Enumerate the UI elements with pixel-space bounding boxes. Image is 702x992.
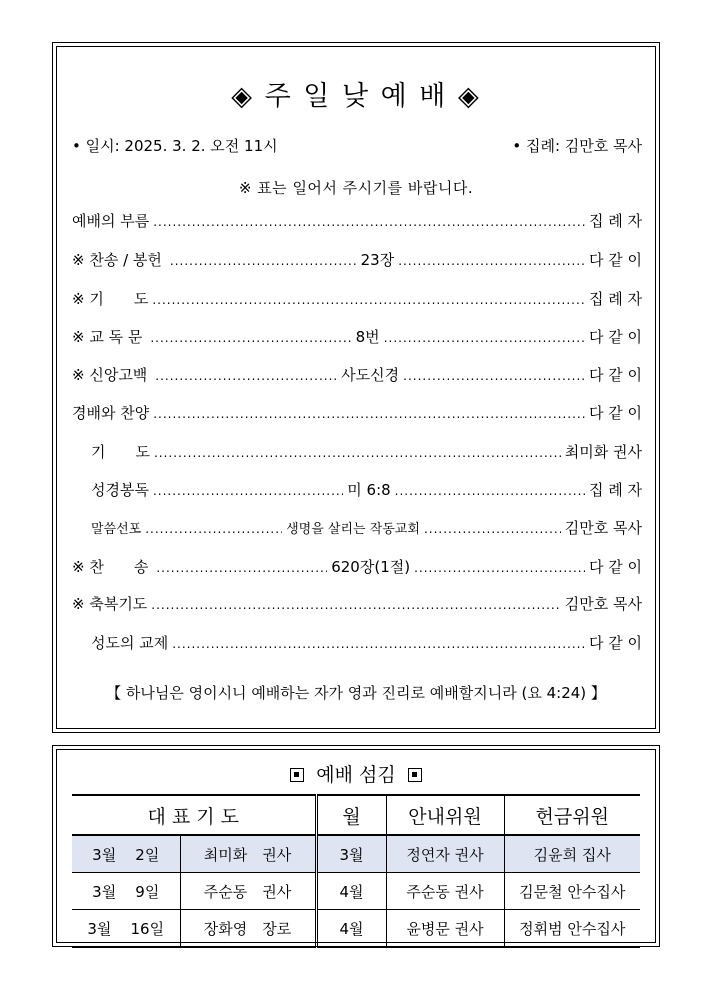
leader-dots xyxy=(395,481,585,499)
header-month: 월 xyxy=(316,795,386,835)
leader-dots xyxy=(172,634,585,652)
order-item-label: 성도의 교제 xyxy=(91,634,169,652)
service-date: • 일시: 2025. 3. 2. 오전 11시 xyxy=(72,137,278,155)
order-item-leader: 집 례 자 xyxy=(588,481,642,499)
order-item-label: ※ 찬송 / 봉헌 xyxy=(72,251,162,269)
order-item-benediction xyxy=(72,593,642,615)
leader-dots xyxy=(424,519,561,537)
leader-dots xyxy=(152,290,585,308)
order-item-detail: 생명을 살리는 작동교회 xyxy=(286,522,420,537)
table-row xyxy=(72,910,640,948)
order-item-prayer-2 xyxy=(91,441,642,463)
prayer-date: 3월 9일 xyxy=(72,873,180,910)
order-item-sermon xyxy=(91,517,642,539)
prayer-date: 3월 2일 xyxy=(72,835,180,873)
order-item-leader: 다 같 이 xyxy=(588,328,642,346)
header-offering: 헌금위원 xyxy=(504,795,640,835)
offering-person: 정휘범 안수집사 xyxy=(504,910,640,948)
service-title: ◈ 주 일 낮 예 배 ◈ xyxy=(231,81,481,112)
leader-dots xyxy=(170,251,357,269)
order-item-leader: 최미화 권사 xyxy=(564,443,642,461)
order-item-leader: 다 같 이 xyxy=(588,366,642,384)
leader-dots xyxy=(151,595,560,613)
order-item-leader: 다 같 이 xyxy=(588,634,642,652)
leader-dots xyxy=(154,443,561,461)
standing-notice: ※ 표는 일어서 주시기를 바랍니다. xyxy=(238,179,474,197)
leader-dots xyxy=(150,328,351,346)
order-item-label: 예배의 부름 xyxy=(72,212,150,230)
prayer-date: 3월 16일 xyxy=(72,910,180,948)
order-item-label: 말씀선포 xyxy=(91,522,142,537)
order-item-leader: 집 례 자 xyxy=(588,290,642,308)
order-item-leader: 다 같 이 xyxy=(588,251,642,269)
leader-dots xyxy=(153,212,585,230)
order-item-label: ※ 신앙고백 xyxy=(72,366,148,384)
offering-person: 김문철 안수집사 xyxy=(504,873,640,910)
order-item-leader: 집 례 자 xyxy=(588,212,642,230)
usher-person: 윤병문 권사 xyxy=(386,910,504,948)
order-item-hymn-2 xyxy=(72,556,642,578)
leader-dots xyxy=(153,481,343,499)
order-item-hymn-offering xyxy=(72,249,642,271)
duty-title xyxy=(56,760,656,787)
header-usher: 안내위원 xyxy=(386,795,504,835)
order-item-label: ※ 교 독 문 xyxy=(72,328,143,346)
header-prayer: 대 표 기 도 xyxy=(72,795,316,835)
leader-dots xyxy=(156,558,327,576)
leader-dots xyxy=(414,558,585,576)
usher-month: 4월 xyxy=(316,873,386,910)
leader-dots xyxy=(155,366,337,384)
square-bullet-icon xyxy=(408,768,422,782)
duty-table xyxy=(72,794,640,948)
order-item-detail: 미 6:8 xyxy=(347,481,391,499)
order-item-label: 기 도 xyxy=(91,443,150,461)
order-item-detail: 620장(1절) xyxy=(331,558,411,576)
square-bullet-icon xyxy=(290,768,304,782)
scripture-verse: 【 하나님은 영이시니 예배하는 자가 영과 진리로 예배할지니라 (요 4:24) 】 xyxy=(106,684,606,702)
order-item-praise xyxy=(72,402,642,424)
order-item-label: ※ 축복기도 xyxy=(72,595,148,613)
order-item-label: ※ 찬 송 xyxy=(72,558,149,576)
order-item-label: 성경봉독 xyxy=(91,481,149,499)
service-leader: • 집례: 김만호 목사 xyxy=(512,137,642,155)
usher-month: 4월 xyxy=(316,910,386,948)
usher-person: 주순동 권사 xyxy=(386,873,504,910)
order-item-leader: 다 같 이 xyxy=(588,404,642,422)
table-row xyxy=(72,835,640,873)
leader-dots xyxy=(403,366,585,384)
order-item-creed xyxy=(72,364,642,386)
prayer-person: 최미화 권사 xyxy=(180,835,316,873)
prayer-person: 주순동 권사 xyxy=(180,873,316,910)
usher-person: 정연자 권사 xyxy=(386,835,504,873)
order-item-fellowship xyxy=(91,632,642,654)
leader-dots xyxy=(384,328,585,346)
order-item-responsive-reading xyxy=(72,326,642,348)
prayer-person: 장화영 장로 xyxy=(180,910,316,948)
order-item-detail: 사도신경 xyxy=(341,366,400,384)
order-item-label: ※ 기 도 xyxy=(72,290,149,308)
order-item-detail: 23장 xyxy=(360,251,395,269)
order-item-label: 경배와 찬양 xyxy=(72,404,150,422)
duty-title-text: 예배 섬김 xyxy=(316,764,396,786)
table-row xyxy=(72,873,640,910)
order-item-leader: 김만호 목사 xyxy=(564,595,642,613)
usher-month: 3월 xyxy=(316,835,386,873)
order-item-prayer xyxy=(72,288,642,310)
duty-table-header xyxy=(72,795,640,835)
order-item-leader: 다 같 이 xyxy=(588,558,642,576)
order-item-leader: 김만호 목사 xyxy=(564,519,642,537)
order-item-call-to-worship xyxy=(72,210,642,232)
leader-dots xyxy=(398,251,585,269)
order-item-detail: 8번 xyxy=(355,328,380,346)
leader-dots xyxy=(145,519,282,537)
leader-dots xyxy=(153,404,585,422)
offering-person: 김윤희 집사 xyxy=(504,835,640,873)
order-item-scripture xyxy=(91,479,642,501)
